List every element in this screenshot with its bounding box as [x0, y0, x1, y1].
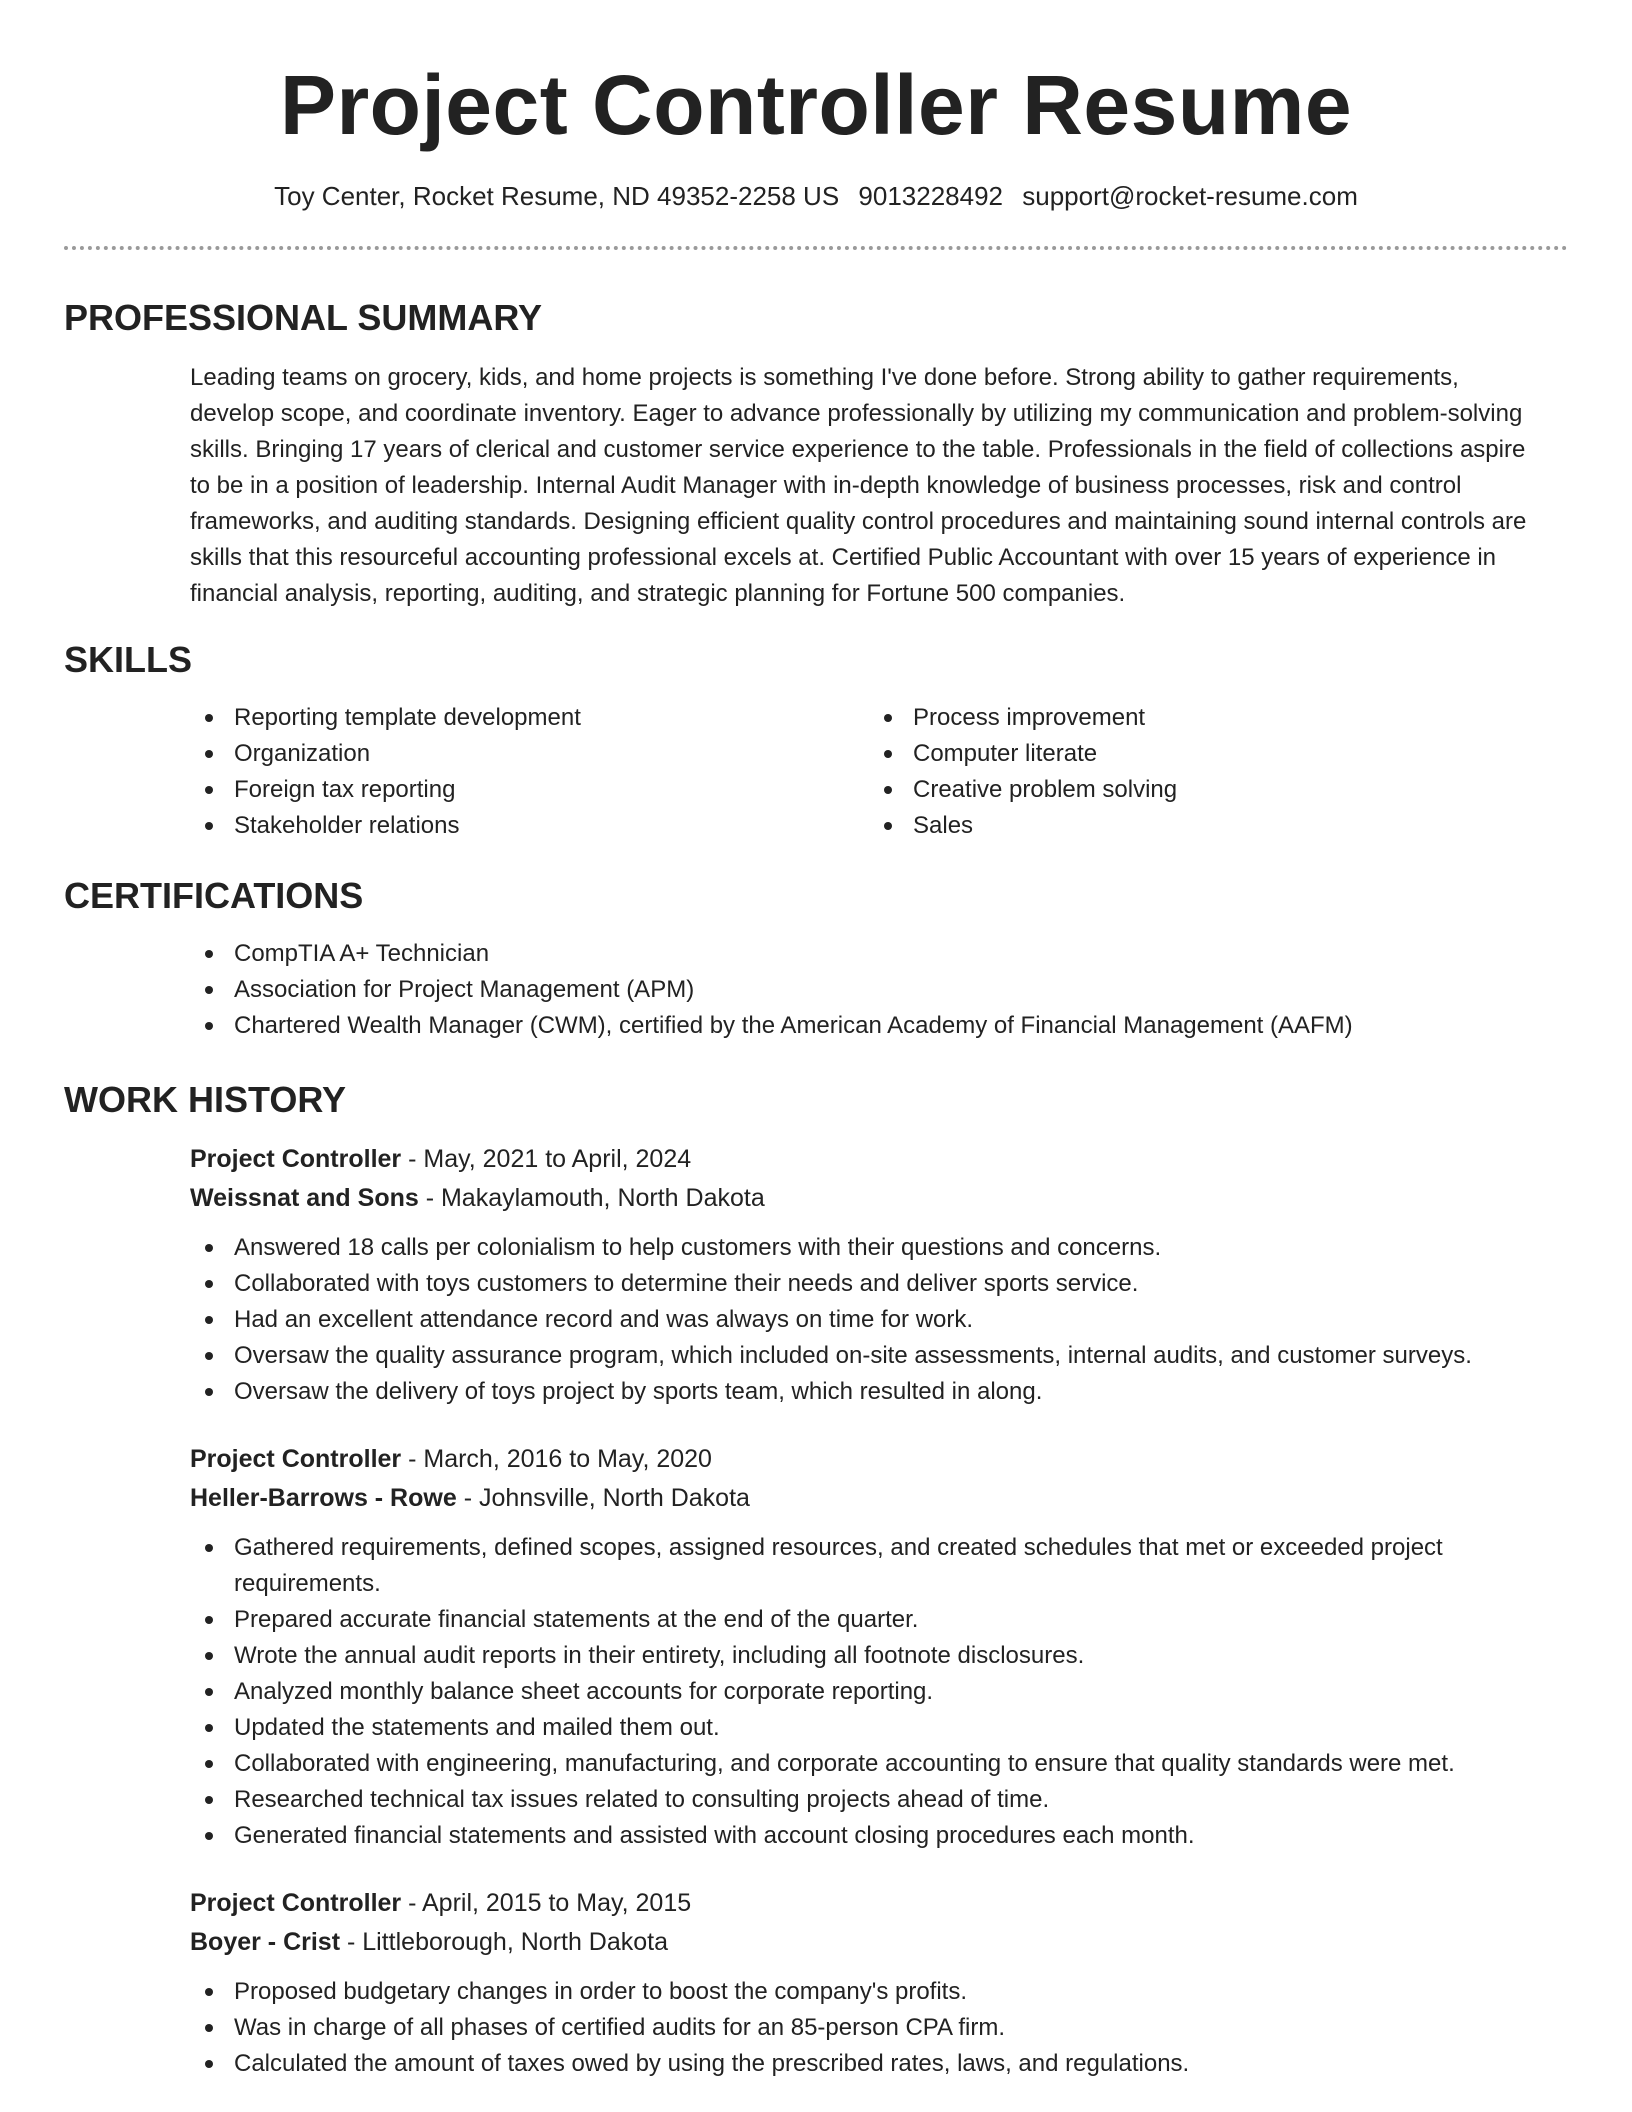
contact-email: support@rocket-resume.com [1022, 181, 1358, 211]
job-entry [64, 1884, 1568, 2082]
work-history-heading: WORK HISTORY [64, 1079, 347, 1120]
job-company-line [190, 1179, 1548, 1218]
certification-item: Association for Project Management (APM) [190, 972, 1548, 1008]
summary-section [64, 297, 1568, 612]
job-company: Boyer - Crist [190, 1928, 341, 1956]
skill-item: Organization [190, 736, 869, 772]
job-bullet: Analyzed monthly balance sheet accounts for corporate reporting. [190, 1674, 1548, 1710]
job-title: Project Controller [190, 1445, 402, 1473]
job-bullet: Generated financial statements and assisted with account closing procedures each month. [190, 1818, 1548, 1854]
job-company-line [190, 1479, 1548, 1518]
job-bullet: Gathered requirements, defined scopes, assigned resources, and created schedules that met or exceeded project requirements. [190, 1530, 1548, 1602]
job-bullet: Answered 18 calls per colonialism to help customers with their questions and concerns. [190, 1230, 1548, 1266]
job-bullet: Oversaw the delivery of toys project by sports team, which resulted in along. [190, 1374, 1548, 1410]
job-bullet: Oversaw the quality assurance program, which included on-site assessments, internal audits, and customer surveys. [190, 1338, 1548, 1374]
job-company: Weissnat and Sons [190, 1184, 419, 1212]
job-location: - Littleborough, North Dakota [340, 1928, 669, 1956]
certifications-heading: CERTIFICATIONS [64, 875, 364, 916]
job-bullet: Calculated the amount of taxes owed by using the prescribed rates, laws, and regulations. [190, 2046, 1548, 2082]
job-bullet: Was in charge of all phases of certified audits for an 85-person CPA firm. [190, 2010, 1548, 2046]
skill-item: Foreign tax reporting [190, 772, 869, 808]
skill-item: Sales [869, 808, 1548, 844]
skill-item: Process improvement [869, 700, 1548, 736]
job-bullets [190, 1530, 1548, 1854]
job-dates: - April, 2015 to May, 2015 [401, 1889, 692, 1917]
contact-address: Toy Center, Rocket Resume, ND 49352-2258 US [274, 181, 840, 211]
job-bullets [190, 1230, 1548, 1410]
skill-item: Reporting template development [190, 700, 869, 736]
job-bullet: Proposed budgetary changes in order to boost the company's profits. [190, 1974, 1548, 2010]
job-location: - Johnsville, North Dakota [456, 1484, 750, 1512]
contact-phone: 9013228492 [858, 181, 1004, 211]
job-dates: - March, 2016 to May, 2020 [401, 1445, 712, 1473]
skills-section [64, 639, 1568, 844]
work-history-section [64, 1079, 1568, 2082]
contact-line [64, 181, 1568, 212]
resume-title: Project Controller Resume [279, 58, 1353, 152]
skills-list-right [869, 700, 1548, 844]
skill-item: Creative problem solving [869, 772, 1548, 808]
job-bullet: Updated the statements and mailed them out. [190, 1710, 1548, 1746]
job-bullet: Collaborated with engineering, manufacturing, and corporate accounting to ensure that quality standards were met. [190, 1746, 1548, 1782]
header-divider [64, 246, 1568, 250]
job-bullet: Collaborated with toys customers to determine their needs and deliver sports service. [190, 1266, 1548, 1302]
skill-item: Stakeholder relations [190, 808, 869, 844]
job-location: - Makaylamouth, North Dakota [418, 1184, 765, 1212]
job-company: Heller-Barrows - Rowe [190, 1484, 457, 1512]
skills-heading: SKILLS [64, 639, 193, 680]
job-bullets [190, 1974, 1548, 2082]
job-bullet: Researched technical tax issues related to consulting projects ahead of time. [190, 1782, 1548, 1818]
certification-item: CompTIA A+ Technician [190, 936, 1548, 972]
job-company-line [190, 1923, 1548, 1962]
certification-item: Chartered Wealth Manager (CWM), certified by the American Academy of Financial Management (AAFM) [190, 1008, 1548, 1044]
job-entry [64, 1440, 1568, 1854]
job-title: Project Controller [190, 1145, 402, 1173]
job-title: Project Controller [190, 1889, 402, 1917]
job-title-line [190, 1440, 1548, 1479]
job-entry [64, 1140, 1568, 1410]
job-bullet: Had an excellent attendance record and was always on time for work. [190, 1302, 1548, 1338]
job-title-line [190, 1884, 1548, 1923]
skill-item: Computer literate [869, 736, 1548, 772]
job-bullet: Wrote the annual audit reports in their entirety, including all footnote disclosures. [190, 1638, 1548, 1674]
skills-list-left [190, 700, 869, 844]
job-title-line [190, 1140, 1548, 1179]
certifications-section [64, 875, 1568, 1044]
summary-text: Leading teams on grocery, kids, and home projects is something I've done before. Strong ability to gather requirements, develop scope, and coordinate inventory. Eager to advance professionally by utilizing my communication and problem-solving skills. Bringing 17 years of clerical and customer service experience to the table. Professionals in the field of collections aspire to be in a position of leadership. Internal Audit Manager with in-depth knowledge of business processes, risk and control frameworks, and auditing standards. Designing efficient quality control procedures and maintaining sound internal controls are skills that this resourceful accounting professional excels at. Certified Public Accountant with over 15 years of experience in financial analysis, reporting, auditing, and strategic planning for Fortune 500 companies. [190, 364, 1527, 607]
job-dates: - May, 2021 to April, 2024 [401, 1145, 692, 1173]
summary-heading: PROFESSIONAL SUMMARY [64, 297, 543, 338]
certifications-list [64, 936, 1568, 1044]
skills-grid [64, 700, 1568, 844]
job-bullet: Prepared accurate financial statements at the end of the quarter. [190, 1602, 1548, 1638]
